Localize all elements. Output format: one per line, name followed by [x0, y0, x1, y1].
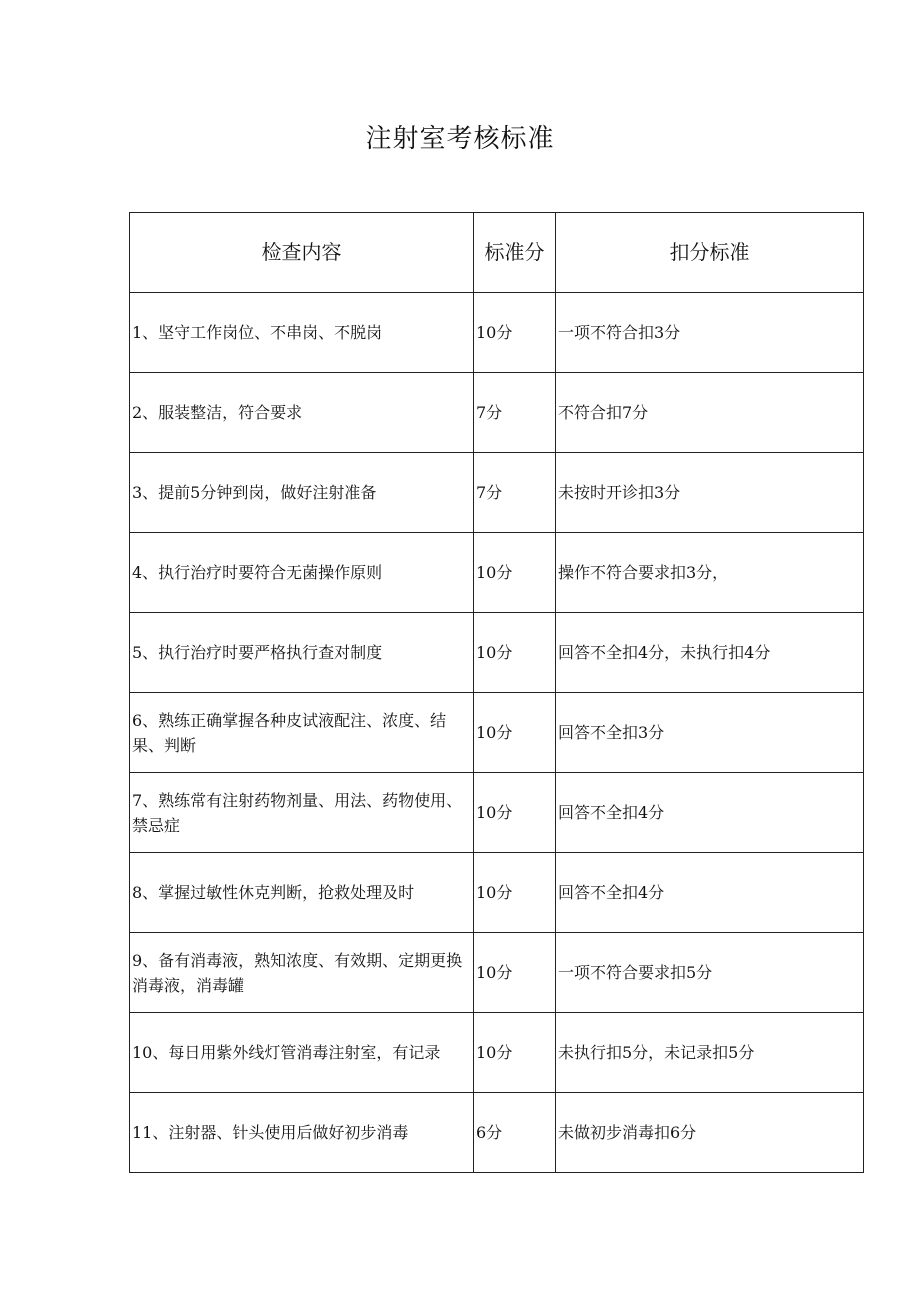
- header-score: 标准分: [474, 213, 556, 293]
- cell-deduction: 回答不全扣4分: [556, 853, 864, 933]
- cell-content: 5、执行治疗时要严格执行查对制度: [130, 613, 474, 693]
- table-row: [130, 533, 864, 613]
- table-row: [130, 293, 864, 373]
- cell-content: 7、熟练常有注射药物剂量、用法、药物使用、禁忌症: [130, 773, 474, 853]
- table-row: [130, 693, 864, 773]
- cell-score: 10分: [474, 773, 556, 853]
- assessment-table: [129, 212, 864, 1173]
- table-row: [130, 373, 864, 453]
- cell-deduction: 操作不符合要求扣3分，: [556, 533, 864, 613]
- cell-score: 10分: [474, 693, 556, 773]
- cell-deduction: 未执行扣5分，未记录扣5分: [556, 1013, 864, 1093]
- document-title: 注射室考核标准: [365, 124, 555, 154]
- cell-deduction: 一项不符合要求扣5分: [556, 933, 864, 1013]
- cell-deduction: 回答不全扣3分: [556, 693, 864, 773]
- table-row: [130, 613, 864, 693]
- cell-score: 10分: [474, 533, 556, 613]
- table-row: [130, 453, 864, 533]
- table-row: [130, 773, 864, 853]
- cell-score: 10分: [474, 293, 556, 373]
- cell-content: 10、每日用紫外线灯管消毒注射室，有记录: [130, 1013, 474, 1093]
- table-header-row: [130, 213, 864, 293]
- cell-deduction: 不符合扣7分: [556, 373, 864, 453]
- cell-content: 4、执行治疗时要符合无菌操作原则: [130, 533, 474, 613]
- cell-content: 8、掌握过敏性休克判断，抢救处理及时: [130, 853, 474, 933]
- table-row: [130, 853, 864, 933]
- header-deduction: 扣分标准: [556, 213, 864, 293]
- cell-content: 2、服装整洁，符合要求: [130, 373, 474, 453]
- cell-content: 1、坚守工作岗位、不串岗、不脱岗: [130, 293, 474, 373]
- header-content: 检查内容: [130, 213, 474, 293]
- table-row: [130, 933, 864, 1013]
- table-row: [130, 1013, 864, 1093]
- cell-score: 6分: [474, 1093, 556, 1173]
- cell-deduction: 回答不全扣4分，未执行扣4分: [556, 613, 864, 693]
- cell-content: 6、熟练正确掌握各种皮试液配注、浓度、结果、判断: [130, 693, 474, 773]
- cell-deduction: 回答不全扣4分: [556, 773, 864, 853]
- cell-score: 7分: [474, 453, 556, 533]
- cell-content: 3、提前5分钟到岗，做好注射准备: [130, 453, 474, 533]
- cell-score: 10分: [474, 853, 556, 933]
- cell-score: 10分: [474, 1013, 556, 1093]
- cell-content: 9、备有消毒液，熟知浓度、有效期、定期更换消毒液，消毒罐: [130, 933, 474, 1013]
- cell-content: 11、注射器、针头使用后做好初步消毒: [130, 1093, 474, 1173]
- cell-deduction: 一项不符合扣3分: [556, 293, 864, 373]
- cell-deduction: 未做初步消毒扣6分: [556, 1093, 864, 1173]
- cell-score: 10分: [474, 933, 556, 1013]
- table-row: [130, 1093, 864, 1173]
- cell-deduction: 未按时开诊扣3分: [556, 453, 864, 533]
- cell-score: 7分: [474, 373, 556, 453]
- cell-score: 10分: [474, 613, 556, 693]
